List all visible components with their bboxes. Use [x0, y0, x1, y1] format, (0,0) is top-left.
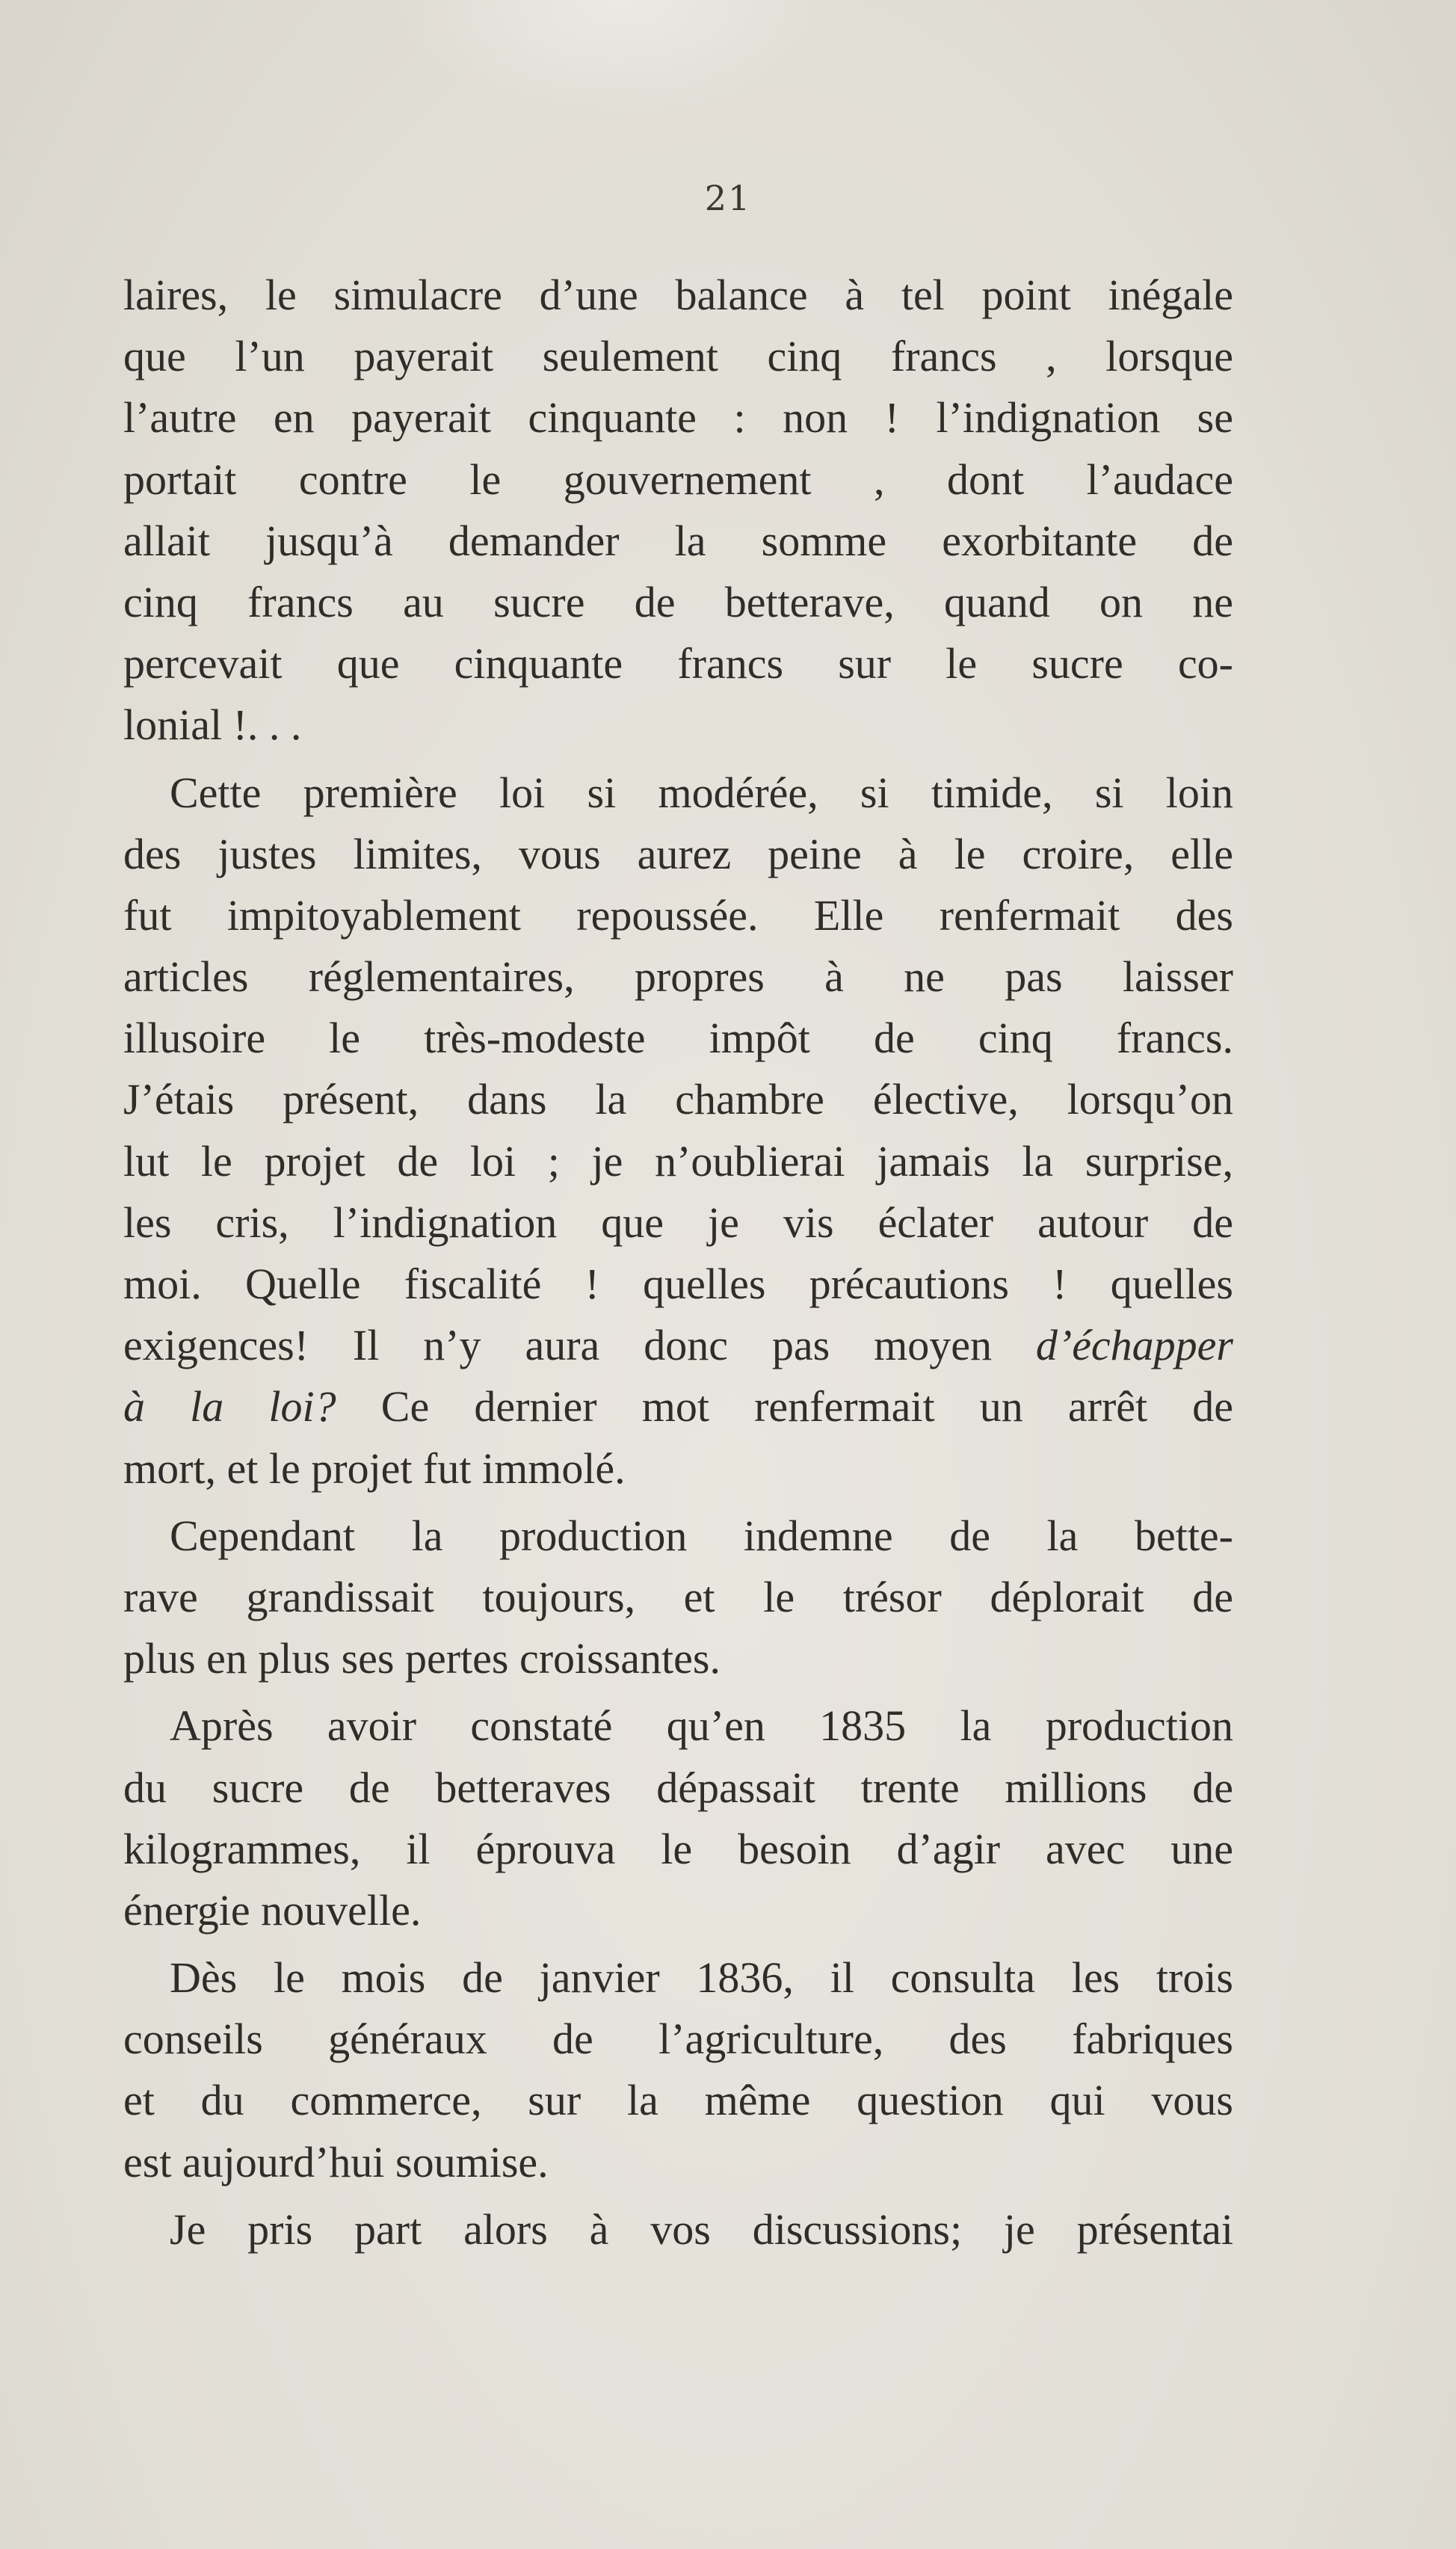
- text-line: plus en plus ses pertes croissantes.: [123, 1634, 721, 1683]
- text-line: des justes limites, vous aurez peine à le croire, elle: [123, 829, 1233, 878]
- text-line: conseils généraux de l’agriculture, des fabriques: [123, 2015, 1233, 2064]
- text-line: lonial !. . .: [123, 700, 302, 750]
- text-line: Après avoir constaté qu’en 1835 la production: [170, 1701, 1233, 1751]
- text-line: énergie nouvelle.: [123, 1885, 422, 1935]
- text-line: Je pris part alors à vos discussions; je présentai: [170, 2204, 1233, 2254]
- text-line: [123, 1315, 1233, 1376]
- text-segment: exigences! Il n’y aura donc pas moyen: [123, 1321, 1036, 1370]
- text-line: laires, le simulacre d’une balance à tel point inégale: [123, 271, 1233, 319]
- text-line: fut impitoyablement repoussée. Elle renfermait des: [123, 890, 1233, 940]
- text-line: les cris, l’indignation que je vis éclater autour de: [123, 1198, 1233, 1247]
- italic-phrase: à la loi?: [123, 1382, 336, 1431]
- text-line: rave grandissait toujours, et le trésor déplorait de: [123, 1572, 1233, 1621]
- text-line: portait contre le gouvernement , dont l’audace: [123, 454, 1233, 504]
- text-line: Dès le mois de janvier 1836, il consulta les trois: [170, 1953, 1233, 2003]
- text-line: J’étais présent, dans la chambre élective, lorsqu’on: [123, 1075, 1233, 1124]
- text-line: lut le projet de loi ; je n’oublierai jamais la surprise,: [123, 1136, 1233, 1186]
- text-line: moi. Quelle fiscalité ! quelles précautions ! quelles: [123, 1260, 1233, 1308]
- body-text: [123, 265, 1233, 2260]
- text-line: illusoire le très-modeste impôt de cinq francs.: [123, 1014, 1233, 1063]
- text-line: cinq francs au sucre de betterave, quand on ne: [123, 577, 1233, 626]
- text-line: mort, et le projet fut immolé.: [123, 1443, 626, 1493]
- page-number: 21: [704, 178, 752, 218]
- text-line: kilogrammes, il éprouva le besoin d’agir avec une: [123, 1824, 1233, 1873]
- text-line: Cependant la production indemne de la bette-: [170, 1511, 1233, 1560]
- text-line: l’autre en payerait cinquante : non ! l’indignation se: [123, 393, 1233, 443]
- italic-phrase: d’échapper: [1035, 1321, 1233, 1370]
- text-line: du sucre de betteraves dépassait trente millions de: [123, 1763, 1233, 1812]
- text-line: percevait que cinquante francs sur le sucre co-: [123, 639, 1233, 688]
- text-segment: Ce dernier mot renfermait un arrêt de: [336, 1382, 1234, 1431]
- text-line: et du commerce, sur la même question qui vous: [123, 2076, 1233, 2125]
- text-line: allait jusqu’à demander la somme exorbitante de: [123, 516, 1233, 565]
- text-line: articles réglementaires, propres à ne pas laisser: [123, 952, 1233, 1002]
- text-line: Cette première loi si modérée, si timide, si loin: [170, 768, 1233, 817]
- text-line: est aujourd’hui soumise.: [123, 2137, 549, 2186]
- text-line: que l’un payerait seulement cinq francs , lorsque: [123, 332, 1233, 381]
- text-line: [123, 1376, 1233, 1437]
